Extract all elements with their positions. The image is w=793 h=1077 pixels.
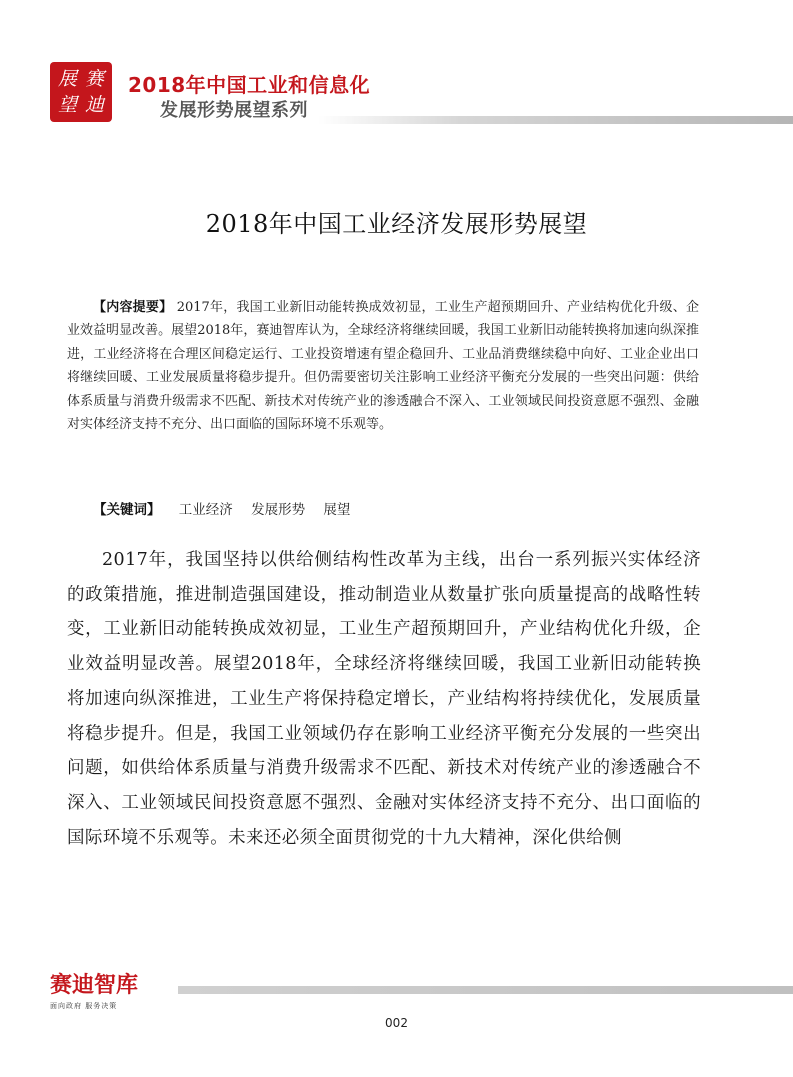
seal-char: 迪 [84, 94, 104, 116]
abstract-text: 2017年，我国工业新旧动能转换成效初显，工业生产超预期回升、产业结构优化升级、企业效益明显改善。展望2018年，赛迪智库认为，全球经济将继续回暖，我国工业新旧动能转换将加速向纵深推进，工业经济将在合理区间稳定运行、工业投资增速有望企稳回升、工业品消费继续稳中向好、工业企业出口将继续回暖、工业发展质量将稳步提升。但仍需要密切关注影响工业经济平衡充分发展的一些突出问题：供给体系质量与消费升级需求不匹配、新技术对传统产业的渗透融合不深入、工业领域民间投资意愿不强烈、金融对实体经济支持不充分、出口面临的国际环境不乐观等。 [67, 300, 699, 433]
footer-brand-logo [50, 974, 180, 1014]
keywords-label: 【关键词】 [93, 502, 161, 518]
abstract [67, 296, 699, 436]
abstract-label: 【内容提要】 [93, 300, 173, 315]
brand-tagline: 面向政府 服务决策 [50, 1002, 118, 1010]
keyword: 工业经济 [178, 502, 233, 518]
document-title: 2018年中国工业经济发展形势展望 [205, 210, 588, 238]
page-number: 002 [385, 1016, 408, 1030]
series-subtitle: 发展形势展望系列 [160, 100, 308, 121]
seal-char: 赛 [84, 68, 104, 90]
header-divider [318, 116, 793, 124]
keyword: 发展形势 [251, 502, 306, 518]
series-title: 2018年中国工业和信息化 [128, 73, 371, 97]
seal-char: 展 [57, 68, 77, 90]
page-header [0, 0, 793, 130]
seal-logo [50, 62, 112, 122]
seal-char: 望 [57, 94, 77, 116]
footer-divider [178, 986, 793, 994]
brand-name: 赛迪智库 [50, 973, 139, 998]
body-paragraph: 2017年，我国坚持以供给侧结构性改革为主线，出台一系列振兴实体经济的政策措施，推进制造强国建设，推动制造业从数量扩张向质量提高的战略性转变，工业新旧动能转换成效初显，工业生产超预期回升，产业结构优化升级，企业效益明显改善。展望2018年，全球经济将继续回暖，我国工业新旧动能转换将加速向纵深推进，工业生产将保持稳定增长，产业结构将持续优化，发展质量将稳步提升。但是，我国工业领域仍存在影响工业经济平衡充分发展的一些突出问题，如供给体系质量与消费升级需求不匹配、新技术对传统产业的渗透融合不深入、工业领域民间投资意愿不强烈、金融对实体经济支持不充分、出口面临的国际环境不乐观等。未来还必须全面贯彻党的十九大精神，深化供给侧 [67, 550, 701, 848]
keywords [93, 498, 350, 518]
keyword: 展望 [323, 502, 351, 518]
